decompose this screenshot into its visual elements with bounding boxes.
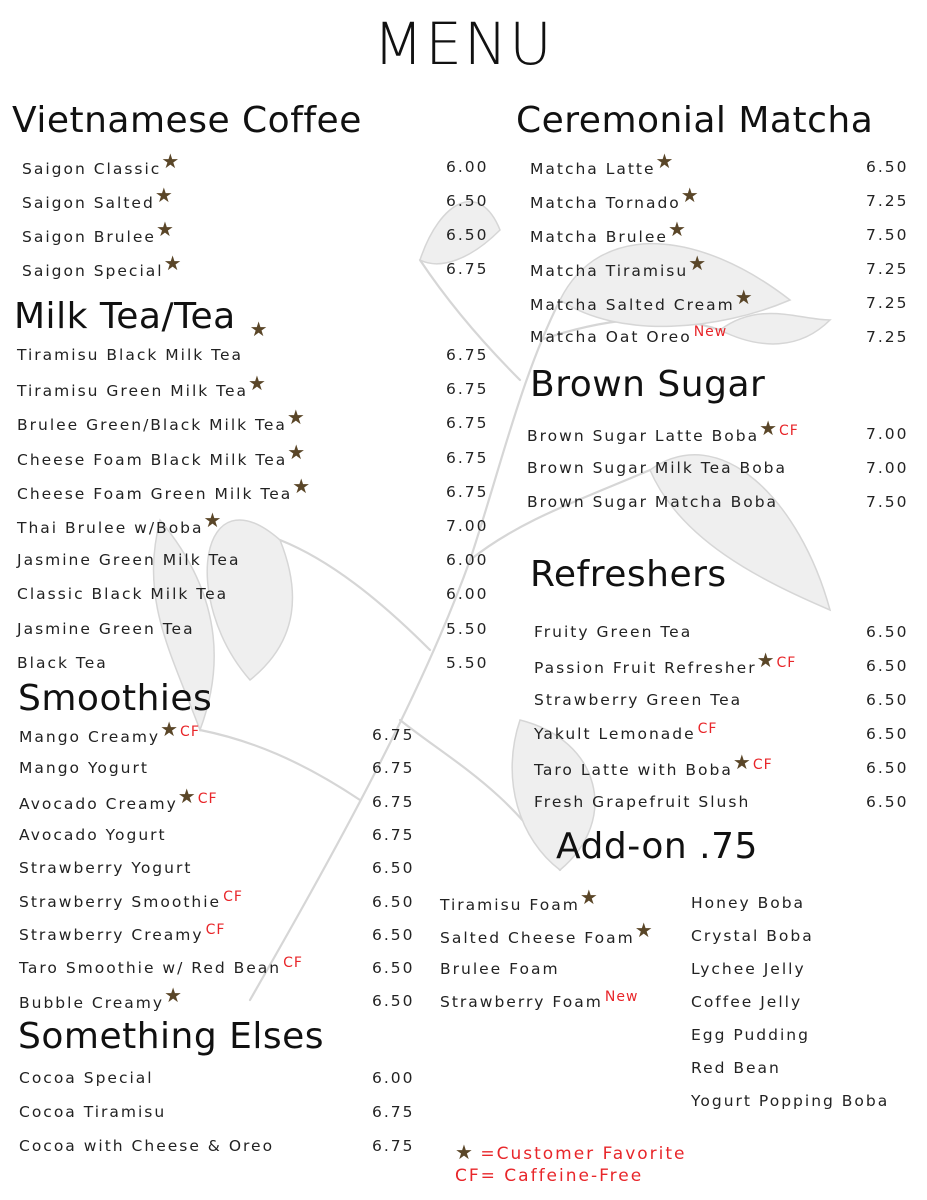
- menu-item: [22, 183, 173, 212]
- menu-item-name: Saigon Salted: [22, 194, 155, 212]
- menu-item: [530, 149, 674, 178]
- menu-item-name: Brown Sugar Milk Tea Boba: [527, 459, 788, 477]
- menu-item-price: 6.50: [372, 992, 415, 1011]
- menu-item-name: Strawberry Smoothie: [19, 892, 222, 911]
- menu-item: [534, 648, 797, 677]
- favorite-star-icon: ★: [734, 285, 753, 309]
- menu-item: [530, 183, 699, 212]
- menu-item-price: 6.50: [866, 725, 909, 743]
- menu-item: [691, 1090, 889, 1112]
- menu-item-price: 6.50: [866, 158, 909, 176]
- menu-item-price: 6.50: [866, 759, 909, 777]
- addon-heading: Add-on .75: [556, 826, 758, 867]
- menu-item-price: 6.50: [866, 691, 909, 709]
- menu-item-name: Crystal Boba: [691, 927, 814, 945]
- menu-item-price: 7.50: [866, 493, 909, 511]
- menu-item-name: Honey Boba: [691, 894, 806, 912]
- caffeine-free-badge: CF: [779, 423, 799, 439]
- menu-item-price: 6.75: [372, 1103, 415, 1121]
- favorite-star-icon: ★: [249, 317, 268, 341]
- menu-item-price: 6.50: [866, 623, 909, 641]
- favorite-star-icon: ★: [634, 918, 653, 942]
- menu-item-name: Strawberry Creamy: [19, 925, 204, 944]
- something-elses-heading: Something Elses: [18, 1016, 325, 1057]
- favorite-star-icon: ★: [680, 183, 699, 207]
- menu-item-name: Coffee Jelly: [691, 993, 803, 1011]
- favorite-star-icon: ★: [161, 149, 180, 173]
- menu-item: [527, 491, 778, 513]
- menu-item-name: Avocado Creamy: [19, 794, 178, 813]
- menu-item-name: Classic Black Milk Tea: [17, 585, 229, 604]
- menu-item: [19, 888, 243, 913]
- caffeine-free-badge: CF: [697, 721, 718, 737]
- menu-item-price: 7.25: [866, 260, 909, 278]
- menu-item: [19, 1101, 166, 1123]
- favorite-star-icon: ★: [160, 717, 179, 741]
- menu-item-price: 6.75: [372, 1137, 415, 1155]
- menu-item-price: 6.75: [372, 759, 415, 778]
- new-badge: New: [693, 324, 728, 340]
- menu-item-name: Matcha Brulee: [530, 228, 668, 246]
- menu-item: [17, 371, 266, 401]
- menu-item-name: Matcha Latte: [530, 160, 656, 178]
- menu-item-name: Matcha Tornado: [530, 194, 681, 212]
- menu-item-name: Black Tea: [17, 653, 108, 672]
- menu-item: [691, 892, 805, 914]
- menu-item-price: 7.50: [866, 226, 909, 244]
- menu-item: [691, 1057, 781, 1079]
- menu-item-price: 7.25: [866, 192, 909, 210]
- brown-sugar-heading: Brown Sugar: [530, 364, 766, 405]
- menu-item: [19, 957, 303, 979]
- menu-item: [534, 791, 750, 813]
- menu-item: [527, 457, 787, 479]
- menu-item: [534, 750, 773, 779]
- caffeine-free-badge: CF: [197, 790, 218, 807]
- favorite-star-icon: ★: [154, 183, 173, 207]
- menu-item-name: Matcha Salted Cream: [530, 296, 735, 314]
- menu-item: [440, 958, 560, 980]
- caffeine-free-badge: CF: [776, 655, 797, 671]
- menu-item-price: 6.50: [372, 859, 415, 878]
- menu-item: [22, 251, 182, 280]
- menu-item-price: 5.50: [446, 653, 489, 672]
- menu-item-name: Tiramisu Green Milk Tea: [17, 382, 249, 401]
- menu-item-price: 6.75: [446, 346, 489, 364]
- favorite-star-icon: ★: [756, 648, 775, 672]
- menu-item: [19, 783, 218, 813]
- favorite-star-icon: ★: [292, 473, 311, 498]
- menu-item: [17, 652, 108, 674]
- menu-item-name: Brulee Green/Black Milk Tea: [17, 416, 287, 435]
- favorite-star-icon: ★: [248, 371, 266, 396]
- menu-item-price: 6.00: [446, 585, 489, 604]
- menu-item: [691, 925, 814, 947]
- menu-item-price: 6.50: [372, 959, 415, 978]
- menu-item: [530, 285, 753, 314]
- favorite-star-icon: ★: [177, 783, 196, 808]
- menu-item-price: 6.50: [446, 192, 489, 210]
- menu-item: [440, 991, 638, 1013]
- menu-item-name: Mango Creamy: [19, 728, 161, 746]
- menu-item: [530, 251, 707, 280]
- menu-item: [534, 621, 692, 643]
- menu-item-price: 7.25: [866, 328, 909, 346]
- menu-item-price: 6.50: [446, 226, 489, 244]
- favorite-star-icon: ★: [155, 217, 174, 241]
- vietnamese-coffee-heading: Vietnamese Coffee: [12, 100, 362, 141]
- menu-item: [19, 1067, 154, 1089]
- menu-item: [19, 857, 192, 879]
- menu-item: [17, 583, 228, 605]
- legend-caffeine-free: CF= Caffeine-Free: [455, 1166, 644, 1186]
- menu-item-name: Brown Sugar Matcha Boba: [527, 493, 779, 511]
- favorite-star-icon: ★: [287, 439, 306, 464]
- ceremonial-matcha-heading: Ceremonial Matcha: [516, 100, 874, 141]
- menu-item: [17, 439, 306, 469]
- menu-item-price: 6.75: [372, 825, 415, 844]
- menu-item-price: 6.75: [446, 414, 489, 433]
- menu-item-price: 7.25: [866, 294, 909, 312]
- menu-item: [22, 149, 180, 178]
- legend-favorite: ★ =Customer Favorite: [455, 1140, 687, 1164]
- menu-item-name: Taro Latte with Boba: [534, 761, 733, 779]
- menu-item-price: 6.50: [866, 793, 909, 811]
- menu-item-name: Cocoa Special: [19, 1069, 154, 1087]
- menu-item-name: Taro Smoothie w/ Red Bean: [19, 959, 282, 978]
- menu-item-name: Avocado Yogurt: [19, 825, 167, 844]
- menu-item-price: 6.00: [372, 1069, 415, 1087]
- menu-item-name: Strawberry Green Tea: [534, 691, 743, 709]
- menu-item: [22, 217, 174, 246]
- new-badge: New: [604, 989, 639, 1005]
- menu-item-name: Fresh Grapefruit Slush: [534, 793, 751, 811]
- menu-item-name: Cocoa with Cheese & Oreo: [19, 1137, 275, 1155]
- menu-item: [17, 405, 305, 435]
- menu-item-price: 6.75: [372, 726, 415, 744]
- menu-item: [19, 983, 183, 1013]
- menu-item-name: Matcha Tiramisu: [530, 262, 689, 280]
- menu-item: [17, 618, 195, 640]
- menu-item-price: 6.50: [372, 925, 415, 944]
- favorite-star-icon: ★: [286, 405, 305, 430]
- menu-item-name: Brown Sugar Latte Boba: [527, 427, 760, 445]
- menu-item-name: Lychee Jelly: [691, 960, 806, 978]
- menu-item-name: Yogurt Popping Boba: [691, 1092, 890, 1110]
- menu-item: [691, 991, 802, 1013]
- menu-item-name: Saigon Special: [22, 262, 164, 280]
- menu-item-price: 7.00: [446, 517, 489, 535]
- menu-item: [440, 918, 653, 947]
- favorite-star-icon: ★: [164, 983, 183, 1008]
- menu-item: [691, 1024, 810, 1046]
- menu-item: [17, 549, 240, 571]
- menu-item-price: 7.00: [866, 425, 909, 443]
- menu-item: [527, 416, 799, 445]
- menu-item-name: Thai Brulee w/Boba: [17, 519, 204, 537]
- menu-item-price: 5.50: [446, 619, 489, 638]
- menu-item: [19, 717, 200, 746]
- menu-item-name: Jasmine Green Tea: [17, 619, 195, 638]
- menu-item-name: Cheese Foam Green Milk Tea: [17, 484, 293, 503]
- menu-item-name: Tiramisu Foam: [440, 896, 580, 914]
- menu-item-name: Egg Pudding: [691, 1026, 810, 1044]
- menu-item-name: Saigon Classic: [22, 160, 162, 178]
- menu-item-price: 6.75: [372, 792, 415, 811]
- menu-item-price: 6.75: [446, 260, 489, 278]
- menu-item-name: Matcha Oat Oreo: [530, 328, 692, 346]
- menu-item-price: 6.50: [866, 657, 909, 675]
- menu-item-name: Salted Cheese Foam: [440, 929, 635, 947]
- menu-item-name: Fruity Green Tea: [534, 623, 693, 641]
- caffeine-free-badge: CF: [180, 724, 200, 740]
- caffeine-free-badge: CF: [205, 921, 226, 938]
- caffeine-free-badge: CF: [752, 757, 773, 773]
- menu-item: [17, 344, 243, 366]
- menu-item: [17, 473, 311, 503]
- menu-item-price: 6.50: [372, 892, 415, 911]
- menu-item-name: Strawberry Yogurt: [19, 859, 193, 878]
- favorite-star-icon: ★: [203, 508, 222, 532]
- menu-item: [534, 689, 742, 711]
- menu-item: [530, 217, 686, 246]
- favorite-star-icon: ★: [732, 750, 751, 774]
- favorite-star-icon: ★: [688, 251, 707, 275]
- favorite-star-icon: ★: [455, 1140, 473, 1164]
- caffeine-free-badge: CF: [283, 955, 303, 972]
- menu-item-name: Brulee Foam: [440, 960, 560, 978]
- favorite-star-icon: ★: [759, 416, 778, 440]
- menu-item: [534, 723, 717, 745]
- menu-item-price: 6.75: [446, 380, 489, 399]
- menu-item: [19, 921, 226, 946]
- menu-item-name: Saigon Brulee: [22, 228, 156, 246]
- smoothies-heading: Smoothies: [18, 678, 213, 719]
- menu-item-name: Tiramisu Black Milk Tea: [17, 346, 244, 364]
- menu-item: [440, 885, 598, 914]
- favorite-star-icon: ★: [579, 885, 598, 909]
- menu-item-price: 6.75: [446, 482, 489, 501]
- menu-item: [19, 1135, 274, 1157]
- menu-item-name: Passion Fruit Refresher: [534, 659, 757, 677]
- milk-tea-heading: Milk Tea/Tea $_★$: [14, 296, 268, 341]
- menu-item-name: Red Bean: [691, 1059, 781, 1077]
- favorite-star-icon: ★: [655, 149, 674, 173]
- menu-item-price: 6.00: [446, 158, 489, 176]
- menu-item-name: Mango Yogurt: [19, 759, 149, 778]
- favorite-star-icon: ★: [163, 251, 182, 275]
- menu-title: MENU: [373, 10, 554, 78]
- caffeine-free-badge: CF: [223, 888, 243, 905]
- menu-item-name: Jasmine Green Milk Tea: [17, 551, 241, 570]
- menu-item-name: Yakult Lemonade: [534, 725, 696, 743]
- refreshers-heading: Refreshers: [530, 554, 727, 595]
- menu-item: [530, 326, 727, 348]
- menu-item-price: 7.00: [866, 459, 909, 477]
- menu-item-name: Cocoa Tiramisu: [19, 1103, 167, 1121]
- menu-item-name: Strawberry Foam: [440, 993, 603, 1011]
- menu-item: [19, 824, 167, 846]
- menu-item-price: 6.00: [446, 551, 489, 570]
- menu-item-name: Bubble Creamy: [19, 994, 165, 1013]
- menu-item: [19, 757, 149, 779]
- menu-item-name: Cheese Foam Black Milk Tea: [17, 450, 288, 469]
- menu-item: [17, 508, 222, 537]
- menu-item: [691, 958, 806, 980]
- menu-item-price: 6.75: [446, 448, 489, 467]
- favorite-star-icon: ★: [667, 217, 686, 241]
